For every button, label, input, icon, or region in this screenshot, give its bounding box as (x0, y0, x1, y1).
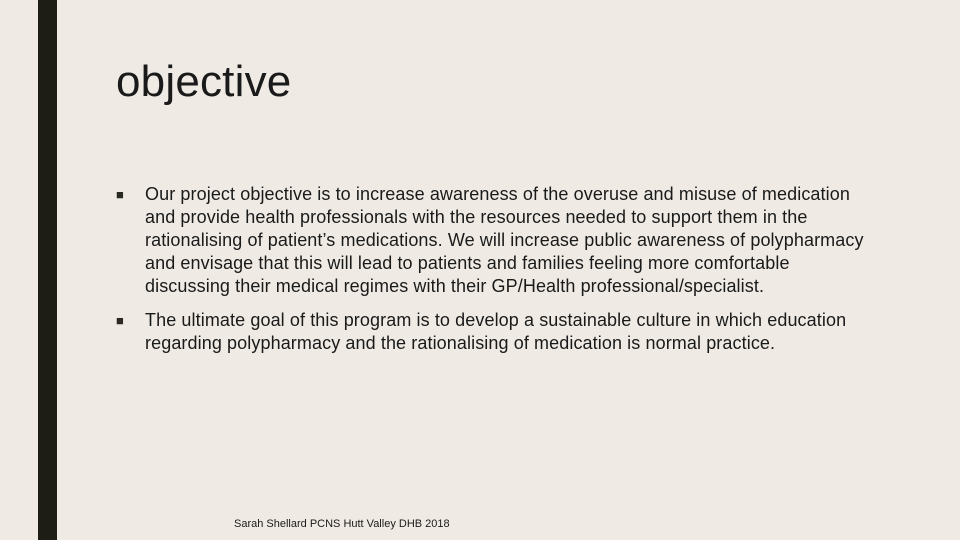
bullet-text: Our project objective is to increase awareness of the overuse and misuse of medication and provide health professionals with the resources needed to support them in the rationalising of patient’s medications. We will increase public awareness of polypharmacy and envisage that this will lead to patients and families feeling more comfortable discussing their medical regimes with their GP/Health professional/specialist. (145, 184, 864, 296)
square-bullet-icon: ■ (116, 313, 124, 328)
bullet-item (116, 183, 876, 298)
decorative-side-bar (38, 0, 57, 540)
footer-credit: Sarah Shellard PCNS Hutt Valley DHB 2018 (234, 518, 450, 530)
bullet-text: The ultimate goal of this program is to develop a sustainable culture in which education regarding polypharmacy and the rationalising of medication is normal practice. (145, 310, 847, 353)
square-bullet-icon: ■ (116, 187, 124, 202)
slide-title: objective (116, 57, 292, 106)
bullet-item (116, 309, 876, 355)
bullet-list (116, 183, 876, 366)
